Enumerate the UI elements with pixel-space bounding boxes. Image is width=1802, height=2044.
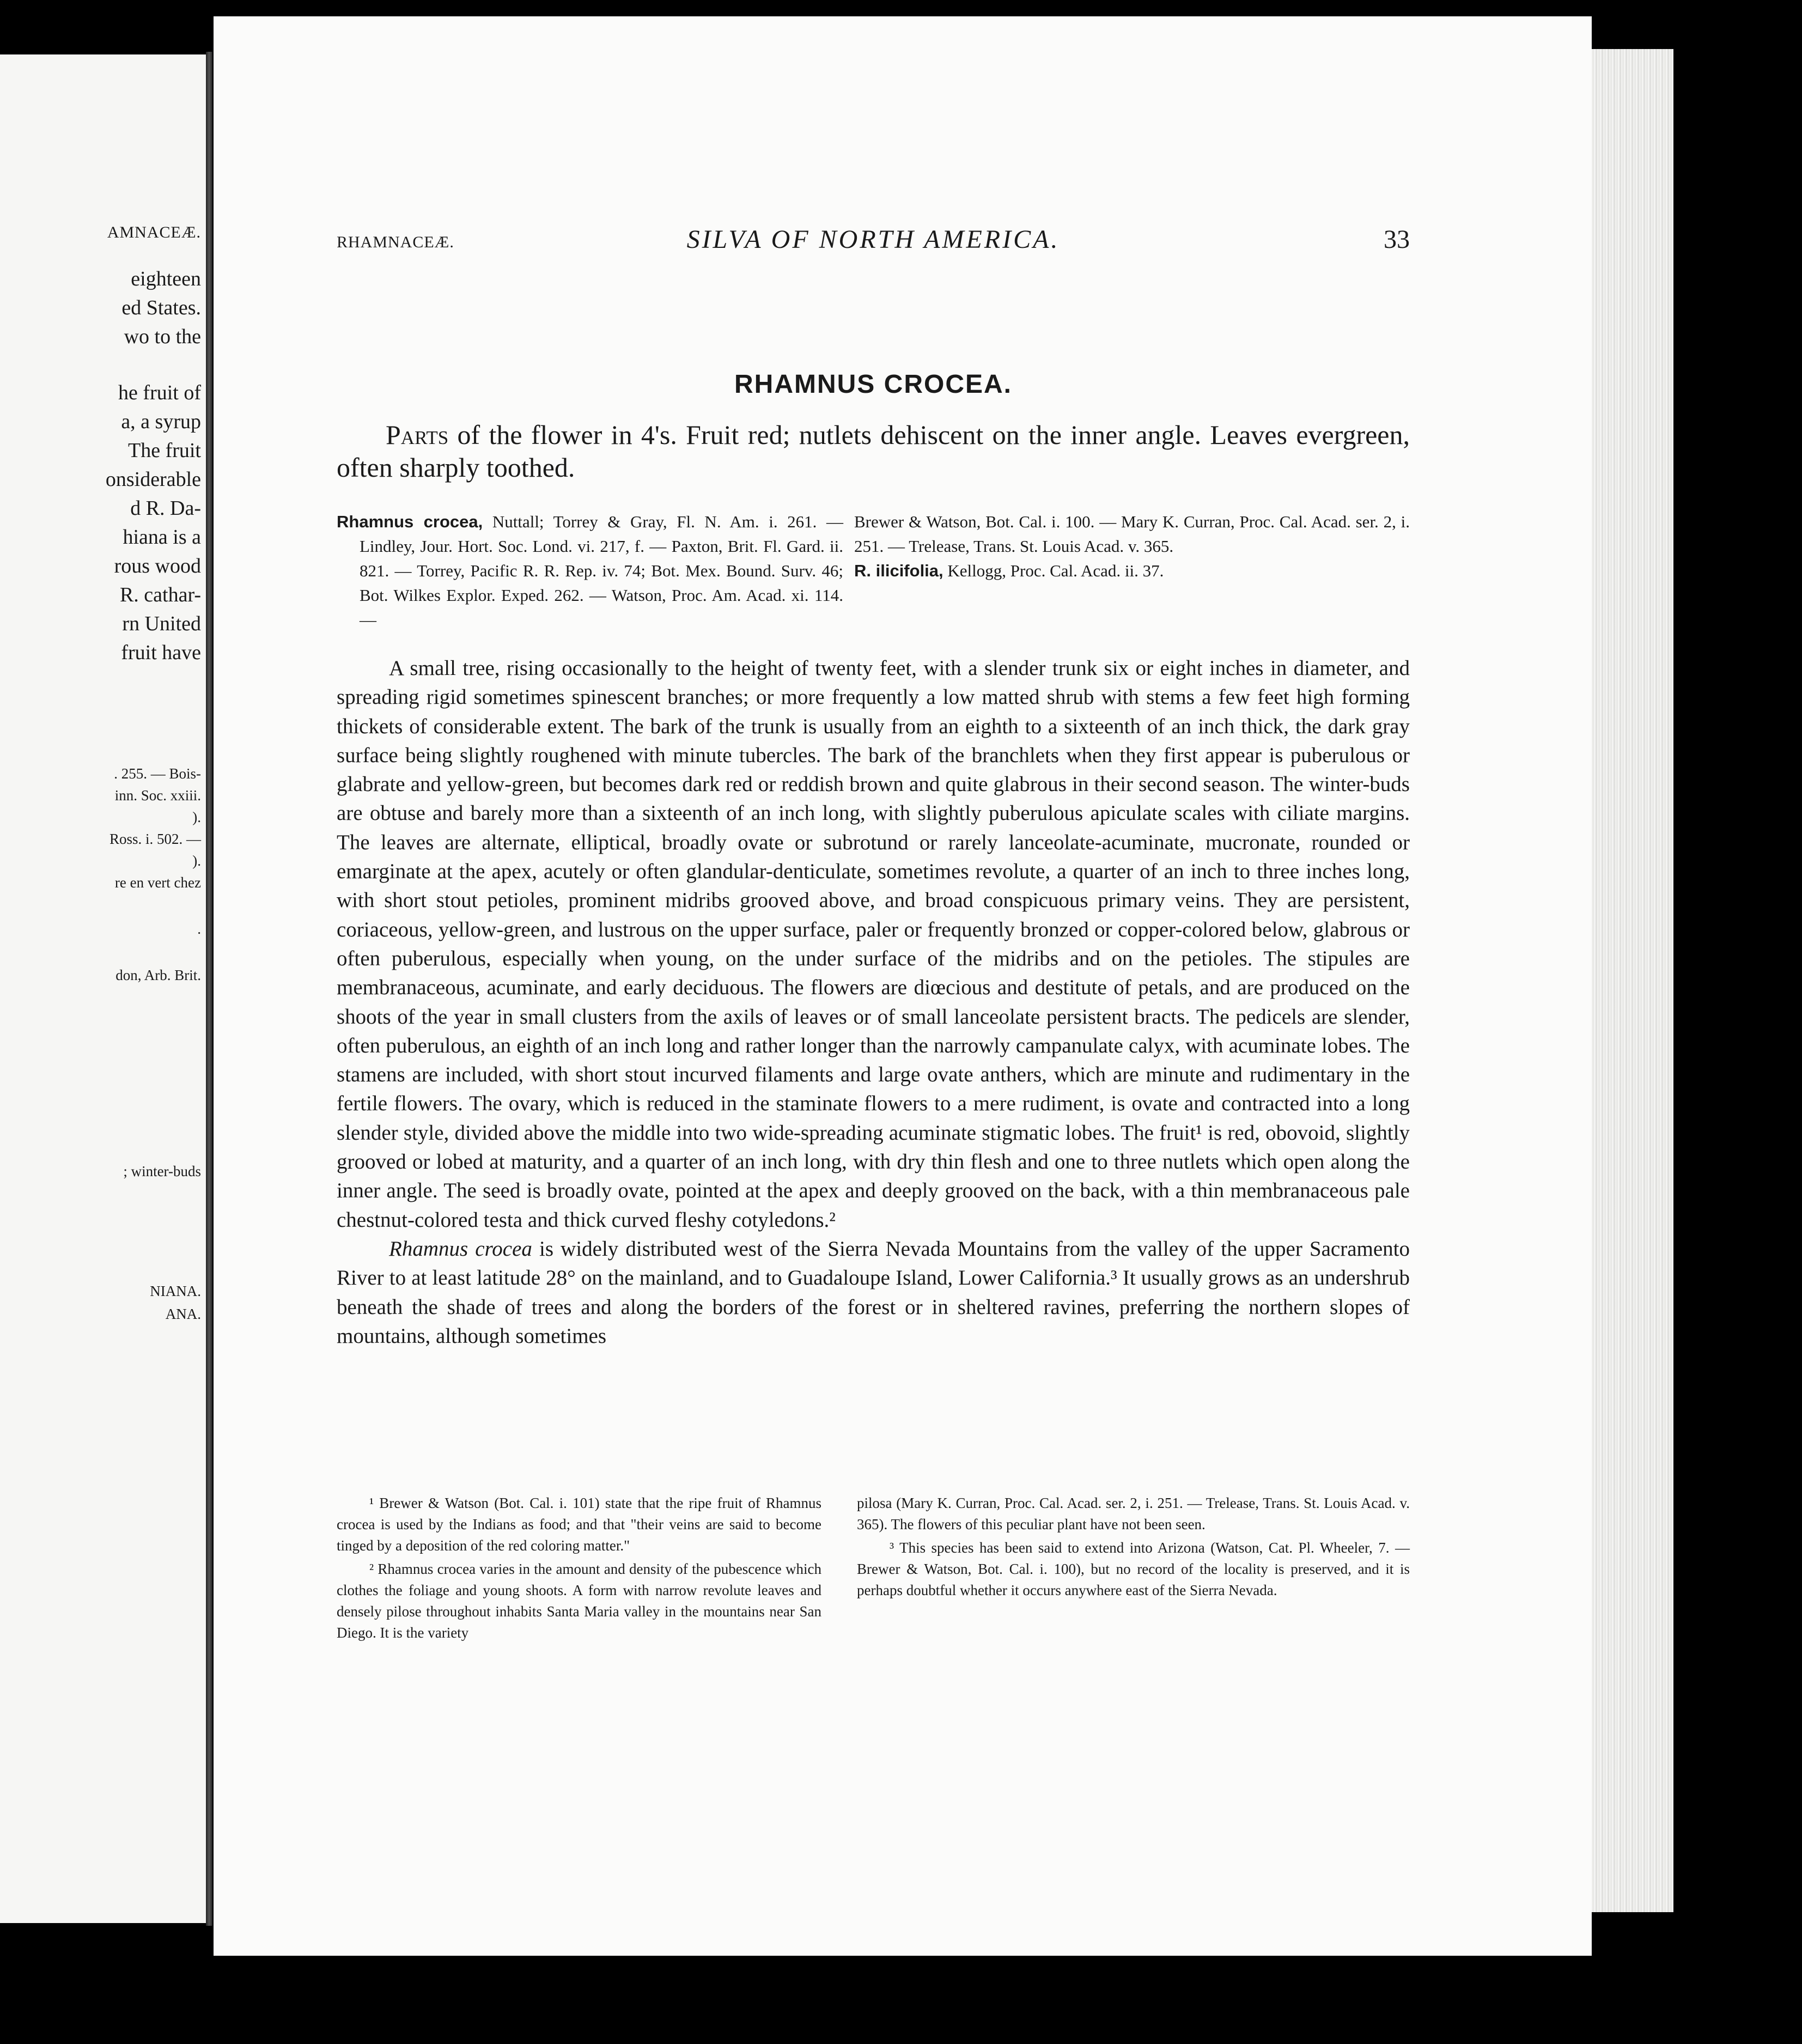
footnote-continued: pilosa (Mary K. Curran, Proc. Cal. Acad. ser. 2, i. 251. — Trelease, Trans. St. Louis Acad. v. 365). The flowers of this peculiar plant have not been seen. [857,1495,1410,1532]
previous-page-note: . 255. — Bois- [114,765,201,782]
previous-page-line: eighteen [131,267,201,290]
species-diagnosis [337,418,1410,484]
previous-page-strip [0,54,210,1923]
synonymy-entry [337,509,843,632]
footnotes-column-right [857,1493,1410,1603]
synonym-name: R. ilicifolia, [854,561,943,580]
footnote: ¹ Brewer & Watson (Bot. Cal. i. 101) state that the ripe fruit of Rhamnus crocea is used by the Indians as food; and that "their veins are said to become tinged by a deposition of the red coloring matter." [337,1495,821,1554]
description-paragraph: A small tree, rising occasionally to the height of twenty feet, with a slender trunk six or eight inches in diameter, and spreading rigid sometimes spinescent branches; or more frequently a low matted shrub with stems a few feet high forming thickets of considerable extent. The bark of the trunk is usually from an eighth to a sixteenth of an inch thick, the dark gray surface being slightly roughened with minute tubercles. The bark of the branchlets when they first appear is puberulous or glabrate and yellow-green, but becomes dark red or reddish brown and quite glabrous in their second season. The winter-buds are obtuse and barely more than a sixteenth of an inch long, with slightly puberulous apiculate scales with ciliate margins. The leaves are alternate, elliptical, broadly ovate or subrotund or rarely lanceolate-acuminate, mucronate, rounded or emarginate at the apex, acutely or often glandular-denticulate, sometimes revolute, a quarter of an inch to three inches long, with short stout petioles, prominent midribs grooved above, and broad conspicuous primary veins. They are persistent, coriaceous, yellow-green, and lustrous on the upper surface, paler or frequently bronzed or copper-colored below, glabrous or often puberulous, especially when young, on the under surface of the midribs and on the petioles. The stipules are membranaceous, acuminate, and early deciduous. The flowers are diœcious and destitute of petals, and are produced on the shoots of the year in small clusters from the axils of leaves or of small lanceolate persistent bracts. The pedicels are slender, often puberulous, an eighth of an inch long and rather longer than the narrowly campanulate calyx, with acuminate lobes. The stamens are included, with short stout incurved filaments and large ovate anthers, which are minute and rudimentary in the fertile flowers. The ovary, which is reduced in the staminate flowers to a mere rudiment, is ovate and contracted into a long slender style, divided above the middle into two wide-spreading acuminate stigmatic lobes. The fruit¹ is red, obovoid, slightly grooved or lobed at maturity, and a quarter of an inch long, with dry thin flesh and one to three nutlets which open along the inner angle. The seed is broadly ovate, pointed at the apex and deeply grooved on the back, with a thin membranaceous pale chestnut-colored testa and thick curved fleshy cotyledons.² [337,656,1410,1232]
background-right [1673,49,1802,1912]
previous-page-note: NIANA. [150,1283,201,1299]
previous-page-note: don, Arb. Brit. [115,967,201,983]
page-number: 33 [1384,225,1410,254]
book-gutter [206,52,212,1926]
species-name-italic: Rhamnus crocea [389,1237,532,1261]
previous-page-note: inn. Soc. xxiii. [114,787,201,804]
previous-page-note: re en vert chez [114,874,201,891]
previous-page-line: fruit have [121,641,201,664]
description-body [337,654,1410,1350]
footnote: ² Rhamnus crocea varies in the amount and density of the pubescence which clothes the foliage and young shoots. A form with narrow revolute leaves and densely pilose throughout inhabits Santa Maria valley in the mountains near San Diego. It is the variety [337,1561,821,1641]
previous-page-line: hiana is a [123,526,201,549]
previous-page-line: rous wood [114,555,201,577]
running-head-family: RHAMNACEÆ. [337,233,454,251]
previous-page-note: ; winter-buds [123,1163,201,1179]
previous-page-note: ANA. [165,1306,201,1322]
previous-page-note: Ross. i. 502. — [109,831,201,847]
previous-page-note: . [197,921,201,937]
synonymy-column-right [854,509,1410,583]
previous-page-line: rn United [122,612,201,635]
synonym-name: Rhamnus crocea, [337,512,483,531]
synonymy-entry [854,509,1410,558]
diagnosis-text: of the flower in 4's. Fruit red; nutlets dehiscent on the inner angle. Leaves evergreen, often sharply toothed. [337,419,1410,483]
previous-page-line: The fruit [127,439,201,462]
previous-page-line: a, a syrup [121,410,201,433]
diagnosis-lead-word: Parts [386,419,449,450]
synonym-citation: Brewer & Watson, Bot. Cal. i. 100. — Mary K. Curran, Proc. Cal. Acad. ser. 2, i. 251. — Trelease, Trans. St. Louis Acad. v. 365. [854,512,1410,556]
description-paragraph [337,1234,1410,1350]
previous-page-line: ed States. [121,296,201,319]
previous-page-running-head: AMNACEÆ. [107,223,201,241]
previous-page-line: R. cathar- [119,583,201,606]
synonymy-entry [854,558,1410,583]
species-title: RHAMNUS CROCEA. [734,370,1012,399]
previous-page-note: ). [192,853,201,869]
footnote: ³ This species has been said to extend into Arizona (Watson, Cat. Pl. Wheeler, 7. — Brewer & Watson, Bot. Cal. i. 100), but no record of the locality is preserved, and it is perhaps doubtful whether it occurs anywhere east of the Sierra Nevada. [857,1540,1410,1598]
synonymy-column-left [337,509,843,632]
previous-page-line: onsiderable [105,468,201,491]
previous-page-line: d R. Da- [130,497,201,520]
distribution-text: is widely distributed west of the Sierra Nevada Mountains from the valley of the upper Sacramento River to at least latitude 28° on the mainland, and to Guadaloupe Island, Lower California.³ It usually grows as an undershrub beneath the shade of trees and along the borders of the forest or in sheltered ravines, preferring the northern slopes of mountains, although sometimes [337,1237,1410,1348]
synonym-citation: Nuttall; Torrey & Gray, Fl. N. Am. i. 261. — Lindley, Jour. Hort. Soc. Lond. vi. 217, f. — Paxton, Brit. Fl. Gard. ii. 821. — Torrey, Pacific R. R. Rep. iv. 74; Bot. Mex. Bound. Surv. 46; Bot. Wilkes Explor. Exped. 262. — Watson, Proc. Am. Acad. xi. 114. — [360,512,843,629]
running-head [337,212,1410,254]
page-edges [1592,49,1673,1912]
book-page [214,16,1592,1956]
footnotes-column-left [337,1493,821,1646]
previous-page-line: he fruit of [118,381,201,404]
previous-page-note: ). [192,809,201,825]
synonym-citation: Kellogg, Proc. Cal. Acad. ii. 37. [947,561,1164,580]
previous-page-line: wo to the [124,325,201,348]
running-head-title: SILVA OF NORTH AMERICA. [686,225,1060,254]
